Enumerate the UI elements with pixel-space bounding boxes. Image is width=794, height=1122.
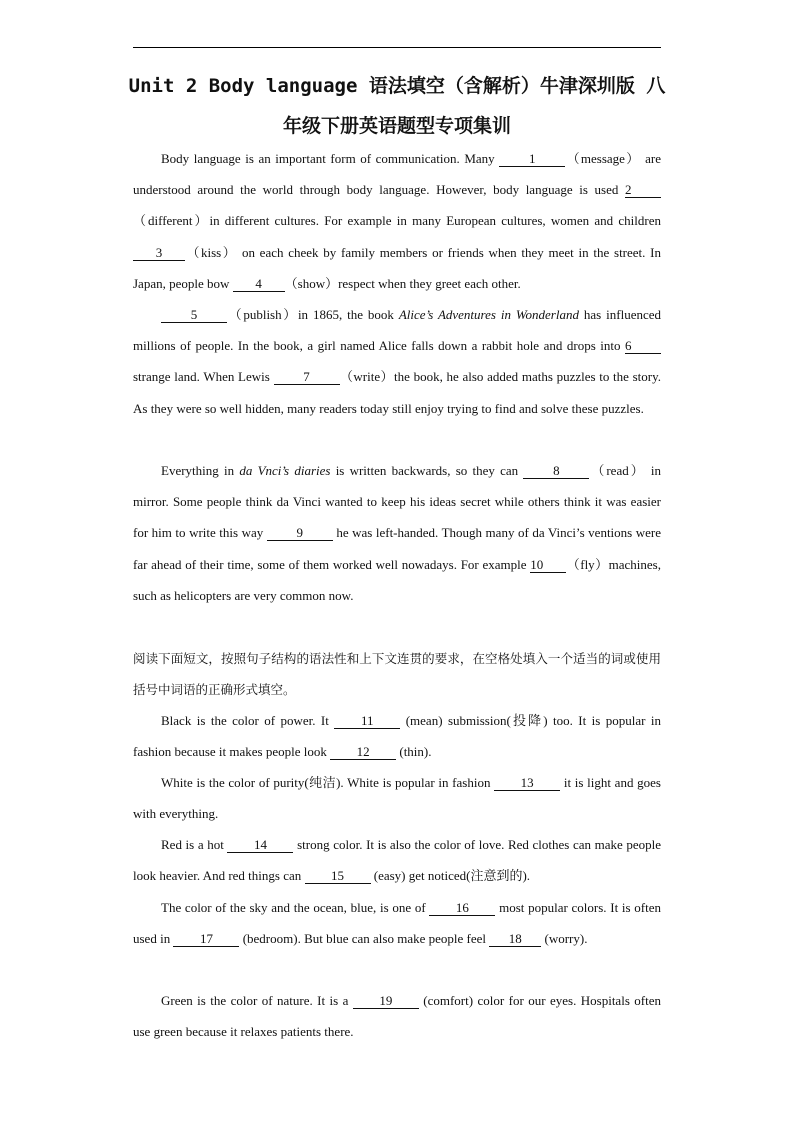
page-title xyxy=(120,66,674,146)
title-line-2: 年级下册英语题型专项集训 xyxy=(282,115,511,137)
blank-15: 15 xyxy=(305,869,371,884)
header-rule xyxy=(133,47,661,48)
blank-9: 9 xyxy=(267,526,333,541)
blank-12: 12 xyxy=(330,745,396,760)
blank-1: 1 xyxy=(499,152,565,167)
blank-8: 8 xyxy=(523,464,589,479)
blank-19: 19 xyxy=(353,994,419,1009)
blank-5: 5 xyxy=(161,308,227,323)
passage2-paragraph-2: White is the color of purity(纯洁). White is popular in fashion 13 it is light and goes with everything. xyxy=(133,775,661,822)
blank-4: 4 xyxy=(233,277,285,292)
blank-7: 7 xyxy=(274,370,340,385)
passage2-paragraph-3: Red is a hot 14 strong color. It is also the color of love. Red clothes can make people look heavier. And red things can 15 (easy) get noticed(注意到的). xyxy=(133,837,662,884)
blank-13: 13 xyxy=(494,776,560,791)
blank-18: 18 xyxy=(489,932,541,947)
passage1-paragraph-3: Everything in da Vnci’s diaries is written backwards, so they can 8 （read） in mirror. Some people think da Vinci wanted to keep his ideas secret while others think it was easier for him to write this way 9 he was left-handed. Though many of da Vinci’s ventions were far ahead of their time, some of them worked well nowadays. For example 10 （fly）machines, such as helicopters are very common now. xyxy=(133,463,662,603)
blank-3: 3 xyxy=(133,246,185,261)
section2-instruction: 阅读下面短文，按照句子结构的语法性和上下文连贯的要求，在空格处填入一个适当的词或使用括号中词语的正确形式填空。 xyxy=(133,651,661,698)
blank-16: 16 xyxy=(429,901,495,916)
blank-14: 14 xyxy=(227,838,293,853)
passage1-paragraph-2: 5 （publish）in 1865, the book Alice’s Adventures in Wonderland has influenced millions of people. In the book, a girl named Alice falls down a rabbit hole and drops into 6 strange land. When Lewis 7 （write）the book, he also added maths puzzles to the story. As they were so well hidden, many readers today still enjoy trying to find and solve these puzzles. xyxy=(133,307,662,416)
blank-6: 6 xyxy=(625,339,661,354)
passage1-paragraph-1: Body language is an important form of communication. Many 1 （message） are understood around the world through body language. However, body language is used 2（different）in different cultures. For example in many European cultures, women and children 3 （kiss） on each cheek by family members or friends when they meet in the street. In Japan, people bow 4 （show）respect when they greet each other. xyxy=(133,151,661,291)
blank-10: 10 xyxy=(530,558,566,573)
blank-2: 2 xyxy=(625,183,661,198)
passage2-paragraph-1: Black is the color of power. It 11 (mean) submission(投降) too. It is popular in fashion because it makes people look 12 (thin). xyxy=(133,713,661,760)
title-line-1: Unit 2 Body language 语法填空（含解析）牛津深圳版 八 xyxy=(128,75,666,97)
passage2-paragraph-5: Green is the color of nature. It is a 19 (comfort) color for our eyes. Hospitals often use green because it relaxes patients there. xyxy=(133,993,662,1040)
blank-11: 11 xyxy=(334,714,400,729)
passage2-paragraph-4: The color of the sky and the ocean, blue, is one of 16 most popular colors. It is often used in 17 (bedroom). But blue can also make people feel 18 (worry). xyxy=(133,900,661,947)
blank-17: 17 xyxy=(173,932,239,947)
